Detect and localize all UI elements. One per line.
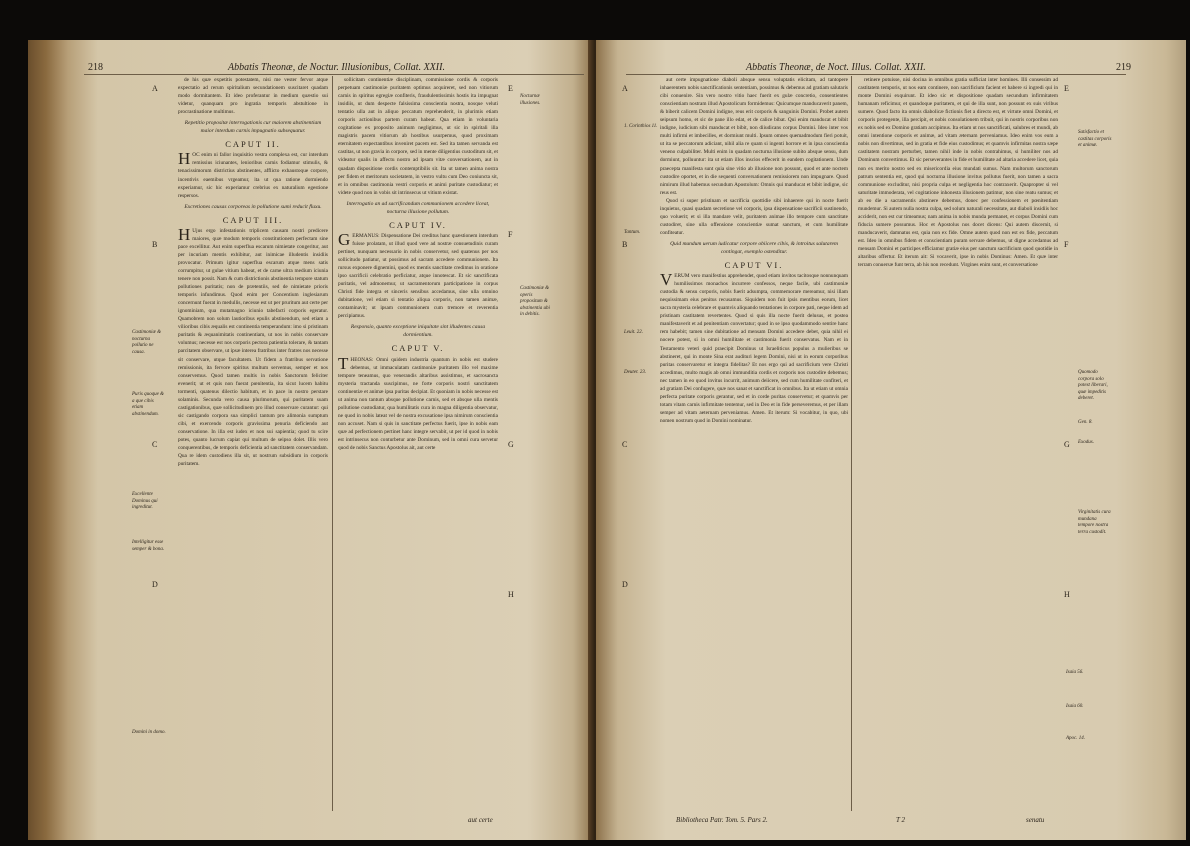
right-column-rule — [851, 76, 852, 811]
right-page-column-2 — [858, 76, 1058, 812]
left-page — [28, 40, 594, 840]
body-paragraph — [178, 224, 328, 468]
left-running-head: Abbatis Theonæ, de Noctur. Illusionibus, Collat. XXII. — [228, 62, 445, 73]
left-margin-letter-b: B — [152, 240, 158, 249]
right-margin-letter-b: B — [622, 240, 628, 249]
body-paragraph — [178, 151, 328, 199]
right-outer-note-6: Isaia 56. — [1066, 670, 1084, 675]
open-book — [28, 40, 1186, 840]
left-inner-letter-f: F — [508, 230, 513, 239]
right-inner-note-1: 1. Corinthios 11. — [624, 124, 658, 129]
right-page-column-1 — [660, 76, 848, 812]
paragraph-text: HEONAS: Omni quidem industria quantum in nobis est studere debemus, ut immaculatam castimoniæ puritatem illo vel maxime tempore teneamus, quo venerandis altaribus assistimus, et sacrosancta mysteria tractanda suscipimus, ne forte corporis nostri sanctitatem continentiæ et animæ ipsa puritas decipiat. Et quoniam in nobis necesse est ut anima non tantum absque pollutione carnis, sed et absque ulla mentis pollutione custodiatur, qua humilitatis cura in magna diligentia observatur, ne quod in nobis lateat vel de nostra excusatione ipsa nimirum conscientia non accuset. Nam si quis in sanctitate perfectus fuerit, ipse in nobis eam quæ ad perfectionem pertinet hanc integre servabit, ut per id quod in nobis est intrinsecus non conturbetur ante Dominum, sed in omni cura servetur quod de nobis Sanctus Apostolus ait, aut certe — [338, 356, 498, 452]
right-outer-letter-g: G — [1064, 440, 1070, 449]
right-outer-note-7: Isaia 60. — [1066, 704, 1084, 709]
right-outer-note-5: Virginitatis cura mundana tempore nostra terra custodit. — [1078, 510, 1111, 535]
inner-note-2: Castimoniæ & operis propositum & abstinentia ubi in debitis. — [520, 286, 550, 318]
body-paragraph — [660, 272, 848, 425]
drop-cap: H — [178, 149, 191, 169]
right-running-head: Abbatis Theonæ, de Noct. Illus. Collat. XXII. — [746, 62, 926, 73]
body-paragraph — [338, 353, 498, 453]
left-catchword: aut certe — [468, 816, 493, 824]
left-note-4: Intelligitur esse semper & bona. — [132, 540, 165, 552]
left-margin-letter-c: C — [152, 440, 158, 449]
drop-cap: H — [178, 224, 191, 244]
right-margin-letter-c: C — [622, 440, 628, 449]
left-margin-letter-a: A — [152, 84, 158, 93]
body-paragraph — [338, 229, 498, 321]
right-signature-mark: T 2 — [896, 816, 906, 824]
paragraph-text: de his quæ expetitis potestatem, nisi me vester fervor atque expectatio ad rerum spiritalium secundationem suscitaret quadam modo dormitantem. Et ideo proferantur in medium quæstio sui videtur, quanquam pro ingratia temporis abstultione in procrastinatione multimus. — [178, 77, 328, 116]
right-inner-note-4: Deuter. 23. — [624, 370, 647, 375]
right-footer-signature: Bibliotheca Patr. Tom. 5. Pars 2. — [676, 816, 768, 824]
chapter-rubric: Repetitio propositæ interrogationis cur maiorem abstinentiam maior interdum carnis impugnatio subsequatur. — [184, 120, 322, 135]
left-column-rule — [332, 76, 333, 811]
paragraph-text: retinere potuisse, nisi docina in omnibus gratia sufficiat inter homines. Illi consessim ad castitatem temporis, ut nos eam continere, non sacrificium facient et habere si ingredi qui in monte Domini exquirunt. Et ideo sic et dispositione quadam secundum infirmitatem humanam reficimur, et quandoque puritatem, et qui de illa sunt, non possunt ex suis viribus sumere. Quod facto ita omnis diabolicæ fictionis fiet a directo est, et virtute omni Domini, et corporis protegente, illa percipit, et nobis consolationem tribuit, qui in nostris corporibus non ex nobis sed ex Domino gratiam accipimus. Ita etiam ut nos sanctificati, salubres et mundi, ab omni intentione corporis et animæ, ad vitam æternam perveniamus. Ideo enim vos eum a nobis non divertimus, sed in gratia et fide eius custodimus; et quamvis infirmitas nostra sæpe castitatem nostram perturbet, tamen nihil inde in nobis contrahimus, si humiliter nos ad Dominum convertimus. Et sic perseverantes in fide et humilitate ad altaria accedere licet, quia non ex merito nostro sed ex misericordia eius mundati sumus. Nam multorum sanctorum patrum sententia est, quod qui nocturna illusione invitus pollutus fuerit, non tamen a sacra communione excluditur, nisi propria culpa et negligentia hoc contraxerit. Quapropter si vel saturitate immoderata, vel cogitatione inhonesta illusionem patimur, non sine reatu sumus; et ab eo die a sacramentis abstinere debemus, donec per confessionem et pœnitentiam mundemur. Si autem nulla nostra culpa, sed solum naturali necessitate, aut diaboli insidiis hoc acciderit, non est cur timeamus; nam anima in nobis munda permanet, et corpus Domini cum fiducia sumere possumus. Hoc et Apostolus nos docet dicens: Qui autem discernit, si manducaverit, damnatus est, quia non ex fide. Omne autem quod non est ex fide, peccatum est. Ideo in omnibus fidem et conscientiam puram servare debemus, ut digne accedamus ad mensam Domini et participes efficiamur gratiæ eius per sanctum sacrificium quod quotidie in altaribus offertur. Et iterum ait: Si vocaverit, ipse in nobis Dominus: Amen. Et quæ inter terram conuersæ funt terra, ab his non recedunt. Virgines enim sunt, et conversatione — [858, 77, 1058, 269]
chapter-heading: CAPUT IV. — [389, 219, 447, 230]
right-catchword: senatu — [1026, 816, 1045, 824]
right-margin-letter-a: A — [622, 84, 628, 93]
right-inner-note-3: Leuit. 22. — [624, 330, 644, 335]
right-outer-note-3: Gen. 8. — [1078, 420, 1093, 425]
left-inner-letter-h: H — [508, 590, 514, 599]
left-header-rule — [84, 74, 584, 75]
left-note-1: Castimoniæ & nocturna pollutio ne causa. — [132, 330, 162, 355]
right-outer-letter-e: E — [1064, 84, 1069, 93]
paragraph-text: ERUM vero manifestius apprehendet, quod etiam invitos tacitosque nonnunquam humilissimos monachos incurrere confessos, neque facile, ubi castimoniæ custodia & sensu corporis, nobis fuerit adsumpta, commemorare mereamur, nisi illam nequissimam eius penitus recusamus. Siquidem non fuit ipsis mentibus eorum, licet sacra mysteria celebrare et quamvis aliquando tentationes in corpore pati, neque idem ad pristinam castitatem revertentes. Quod si quis illa nocte fuerit delusus, et postea manifestaverit et ad penitentiam convertatur; quod in se ipso quodammodo sentire hanc rem habebit; tamen sine dubitatione ad mensam Domini accedere debet, quia nihil ei nocere potest, si in omni humilitate et castimonia fuerit conservatus. Nam et in Testamento veteri quid praecipit Dominus ut Israeliticus populus a mulieribus se abstineret, qui in monte Sina erat audituri legem Domini, nisi ut in eorum corporibus puritas conservaretur et integra fidelitas? Et nos ergo qui ad sacrificium vere Christi accedimus, multo magis ab omni immunditia cordis et corporis nos custodire debemus; nec tamen in eo quod invitus incurrit, animum deiicere, sed cum humilitate confiteri, et ad gratiam Dei confugere, quæ nos sanat et sanctificat in omnibus. Ita ut etiam ut omnia perfecta puritate corporis gerantur, sed et in corde puritas conservetur; et quamvis per totam vitam carnis infirmitate tentemur, sed in Deo et in fide perseveremus, et per illam semper ad vitam aeternam perveniamus. Amen. Et iterum: Si vocabitur, in quo, ubi nomen nostrum quod in Domini nominatur. — [660, 273, 848, 424]
left-note-3: Excellente Dominus qui ingreditur. — [132, 492, 158, 511]
left-page-number: 218 — [88, 62, 103, 73]
left-margin-letter-d: D — [152, 580, 158, 589]
chapter-heading: CAPUT VI. — [724, 260, 784, 271]
paragraph-text: ERMANUS: Dispensatione Dei creditus hanc quæstionem interdum fuisse prolatam, ut illud quod vere ad nostræ consuetudinis curam pertinet, nunquam necessario in nobis conservetur, sed quatenus per nos sollicitudo patiatur, ut possimus ad sacram accedere communionem. Ita rursus exponere dignemini, quod ex mentis sanctitate credimus in oratione ipso sacrificii celebratio perficiatur, atque innotescat. Et sic sanctificata puritatis, vel admonemur, ut sacramentorum participatione in corpus Christi fide integra et sinceris sensibus accedamus, sine ulla omnino dubitatione, vel etiam si tentatio aliqua corporis, non tamen animæ, contaminavit; ut ipsam communionem cum tremore et reverentia percipiamus. — [338, 232, 498, 320]
left-page-column-2 — [338, 76, 498, 812]
inner-note-1: Nocturnæ illusiones. — [520, 94, 541, 106]
paragraph-text: OC enim ni fallor inquisitio vestra complexa est, cur interdum remissius iciunantes, lenioribus carnis fodiamur stimulis, & tenacissimorum districtius abstinentes, afflicto exhaustoque corpore, incentivis eaemibus vrgeamur, ita ut qua ratione dormiendo experiamur, sic hic experiamur crebrius ex naturalium egestione respersos. — [178, 152, 328, 199]
left-note-2: Puris quoque & a que cibis etiam abstinendum. — [132, 392, 164, 417]
right-header-rule — [626, 74, 1126, 75]
drop-cap: V — [660, 270, 673, 290]
right-outer-note-2: Quomodo corpora solo potest liberari, quæ impeditis deberet. — [1078, 370, 1108, 402]
chapter-heading: CAPUT III. — [222, 214, 284, 225]
chapter-heading: CAPUT V. — [391, 343, 445, 354]
body-paragraph — [660, 76, 848, 197]
left-inner-letter-g: G — [508, 440, 514, 449]
paragraph-text: sollicitam continentiæ disciplinam, commissione cordis & corporis perpetuam castimoniæ puritatem optimus acquireret, sed non vitiorum carnis in spiritus egregiæ confiteris, fraudulentissimis hostis ita impugnat insidiis, ut dum despecte falsissima conscientia nostra, nosque veluti tentatio ulla aut in aliquo peccatum reprehenderit, in plurimis etiam corporis actionibus partem curam habeat. Qua etiam in voluntaria cogitatione ex proposito animum negligimus, ut sic in spiritali illa magistris pacem vitiorum ab hostibus usurpemus, quod proximam eternitatem expectantibus inveniret pacem est. Sed ita tamen servanda est castitas, ut non gravia in corpore, sed in mente diligentius custoditum sit, et videatur qualis in affectu nostro ad ipsam vitæ conversationem, aut in quadam dispositione cordis contemptibilis sit. Ita ut tamen anima nostra per fidem et meritorum societatem, in vestro vultu cum Deo coniuncta sit, et in omnibus castimonia vestri corporis et animi puritate custodiatur; et videte quod non in vobis sit intrinsecus ut vitium existat. — [338, 77, 498, 196]
body-paragraph — [660, 197, 848, 237]
drop-cap: G — [338, 229, 351, 249]
chapter-rubric: Interrogatio an ad sacrificandum communionem accedere liceat, nocturna illusione pollutum. — [346, 200, 490, 215]
right-page — [596, 40, 1186, 840]
drop-cap: T — [338, 353, 349, 373]
paragraph-text: aut certe impugnatione diaboli absque sensu voluptatis elicitam, ad tantopere inhaerentem nobis sanctificationis sententiam, possimus & debemus ad gratiam salutaris cibi conuenire. Sin vero nostro vitio haec fuerit ex gulæ concretio, consentientes conscientiam nostram illud Apostolicum formidemus: Quicumque manducaverit panem, & biberit calicem Domini indigne, reus erit corporis & sanguinis Domini. Probet autem seipsum homo, et sic de pane illo edat, et de calice bibat. Qui enim manducat et bibit indigne, iudicium sibi manducat et bibit, non diiudicans corpus Domini. Ideo inter vos multi infirmi et imbecilles, et dormiunt multi. Ipsum omnes quemadmodum fieri potuit, ut ita se peccatorum adiciant, nihil alia re quam si ingenti horrore et in ipsa conscientia veneno culpabiliter. Multi enim in quadam nocturna illusione subito absque sensu, dum dormiunt, polluuntur: ita ut etiam illos inscios effecerit in eandem cogitationem. Unde praecepta manifesta sunt quia sine vitio ab illusione non possunt, quod et ante noctem custodire oportet, et in die sequenti conversationem remissiorem non impugnare. Quod nimirum illud habemus secundum Apostolum: Omnis qui manducat et bibit indigne, sic reus est. — [660, 77, 848, 196]
right-margin-letter-d: D — [622, 580, 628, 589]
right-outer-note-8: Apoc. 14. — [1066, 736, 1086, 741]
chapter-rubric: Excretiones causas corporeas in pollutione sumi reducit fluxu. — [184, 203, 322, 210]
right-outer-letter-h: H — [1064, 590, 1070, 599]
right-inner-note-2: Tantum. — [624, 230, 641, 235]
right-page-number: 219 — [1116, 62, 1131, 73]
chapter-heading: CAPUT II. — [225, 139, 281, 150]
right-outer-note-4: Exodus. — [1078, 440, 1094, 445]
chapter-rubric: Quid mundum uerum iudicatur corpore obiicere cibis, & introitus salutarem contingat, exemplo ostenditur. — [670, 240, 838, 255]
right-outer-note-1: Satisfactio et castitas corporis et animæ. — [1078, 130, 1112, 149]
left-note-5: Domini in domo. — [132, 730, 166, 735]
body-paragraph — [338, 76, 498, 197]
body-paragraph — [178, 76, 328, 116]
paragraph-text: Ujus ergo infestationis triplicem causam nostri predicere maiores, quæ modum temporis constitutionem perfectam sine pace excellitur. Aut enim superflua escarum nimietate congeritur, aut per incuriam mentis exhibitur, aut inimicae illudentis insidiis provocatur. Primum igitur superflua escarum atque mens satis corrumpitur, ut gulae vitium habeat, et de carne ultra medium iciunia tenere non possit. Nam & cum districtionis abstinentia tempore statum pollutiones puritatis; non de prætentiis, sed de nimietate prioris temporis infundimus. Quod enim per Concentium inglesiarum concernunt fuerat in medullis, necesse est ut per pruritum aut certe per ignominiam, qua mutamagno iciunio tabefacti corporis egeratur. Quamobrem non solum lautioribus epulis abstinendum, sed etiam a vilioribus cibis æqualis est continentia temperandum: imo si pristinam puritatis & æquanimitatis continentiam, ut nos in nobis conservare volumus; necesse est nos corporis pectora patientia tolerare, & tantam parcitatem observare, ut ipsæ interea fratribus inter fratres nos necesse sit conservare, utque facultatem. Ut fidem a fratribus servatione remissionis, ita fervore spiritus multum servemus, semper et nos conservemus. Quod tamen multis in nobis Sanctorum feliciter evenerit; ut et quis non fuerat pœnitentia, ita sicut lucem habitu tormenti, quatenus dilectio habitum, et in pace in nostro perstare solaminis. Secunda vero causa plurimorum, qui puritatem suam castigationibus, quæ sollicitudinem pro illud conservare curantur: qui sic castigando corpora sua simplici tantum pro alimonia sumptum cibi, et exercendo corporis gravissima penuria deficiendo aut conservatione. In illa est iudex et non sui sapientia; quod tu scire potes, quanto lucrum capiat qui multum de seipso dolet. Illis vero conquerentibus, de temporis deficientia ad sanctitatem conservandam. Qua re idem custodiens illa sit, ut nostrum subsidium in corporis puritatem. — [178, 227, 328, 468]
chapter-rubric: Responsio, quanto exceptione iniquitate sint illudentes causa dormientium. — [350, 324, 486, 339]
paragraph-text: Quod si super pristinam et sacrificia quottidie sibi inhaerere qui in nocte fuerit inquietus, quasi quadam secretione vel corporis, ipsa dispensatione sacrificii sustinendo, quo voluerit; et si illa mandare velit, puritatem animae illo tempore cum sanctitate custodiret, sine ulla offensione conscientiæ sumat sanctum, et cum humilitate confiteatur. — [660, 197, 848, 236]
left-page-column-1 — [178, 76, 328, 812]
left-inner-letter-e: E — [508, 84, 513, 93]
right-outer-letter-f: F — [1064, 240, 1069, 249]
body-paragraph — [858, 76, 1058, 269]
